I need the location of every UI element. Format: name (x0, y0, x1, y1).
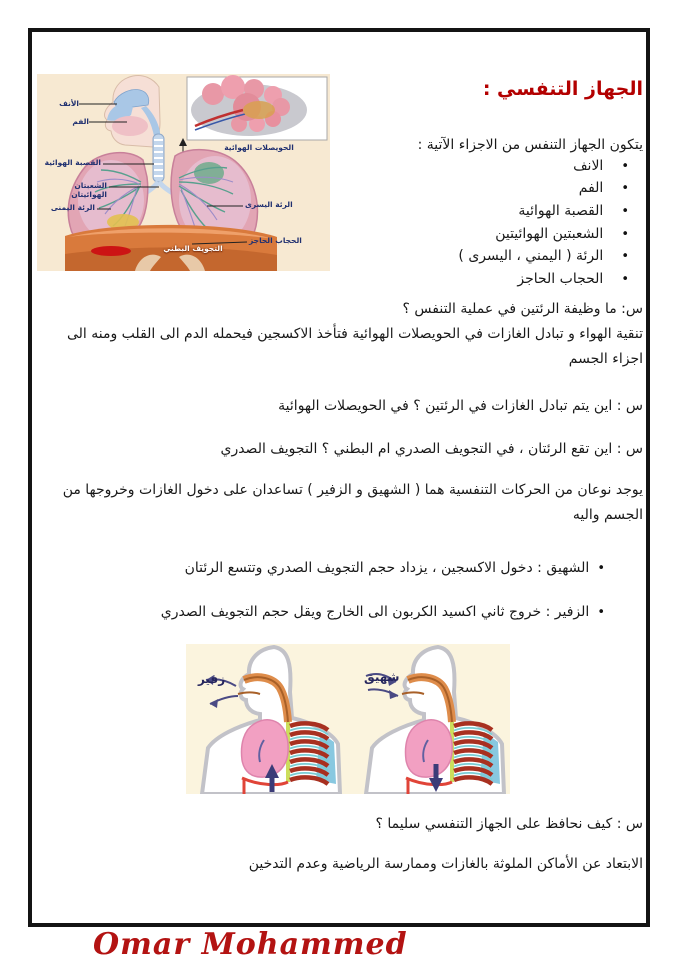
respiratory-anatomy-figure (37, 74, 330, 271)
respiratory-parts-list (458, 155, 629, 291)
question-lungs-location: س : اين تقع الرئتان ، في التجويف الصدري ام البطني ؟ التجويف الصدري (220, 441, 643, 457)
label-nose: الأنف (59, 99, 79, 108)
page-title: الجهاز التنفسي : (482, 78, 643, 100)
list-item-label: القصبة الهوائية (518, 202, 604, 219)
intro-lead: يتكون الجهاز التنفس من الاجزاء الآتية : (417, 137, 643, 153)
answer-keep-healthy: الابتعاد عن الأماكن الملوثة بالغازات وممارسة الرياضية وعدم التدخين (248, 856, 643, 872)
alveoli-inset (187, 75, 327, 140)
exhale-label: زفير (198, 672, 226, 686)
list-item (458, 223, 629, 246)
list-item-label: الفم (578, 180, 604, 197)
label-right-lung: الرئة اليمنى (50, 203, 95, 212)
list-item (458, 155, 629, 178)
list-item-label: الانف (573, 157, 604, 174)
label-trachea: القصبة الهوائية (44, 158, 101, 167)
bullet-icon: • (621, 226, 629, 242)
inhale-label: شهيق (364, 670, 400, 684)
bullet-icon: • (621, 249, 629, 265)
label-diaphragm: الحجاب الحاجز (249, 236, 302, 245)
bullet-icon: • (621, 203, 629, 219)
list-item-label: الحجاب الحاجز (517, 270, 604, 287)
label-mouth: الفم (72, 117, 89, 126)
list-item (458, 245, 629, 268)
breathing-figure (186, 644, 510, 794)
bullet-icon: • (621, 158, 629, 174)
bullet-icon: • (597, 561, 605, 576)
list-item (458, 268, 629, 291)
bullet-icon: • (621, 271, 629, 287)
bullet-icon: • (597, 605, 605, 620)
answer-lungs-function: تنقية الهواء و تبادل الغازات في الحويصلات الهوائية فتأخذ الاكسجين فيحمله الدم الى القلب ومنه الى اجزاء الجسم (66, 326, 643, 367)
organ-blob (91, 246, 131, 256)
paragraph-breathing-movements: يوجد نوعان من الحركات التنفسية هما ( الشهيق و الزفير ) تساعدان على دخول الغازات وخروجها من الجسم واليه (62, 482, 643, 523)
label-abdominal-cavity: التجويف البطني (163, 244, 223, 253)
exhale-bullet-row (161, 600, 605, 625)
inhale-bullet-row (185, 556, 605, 581)
list-item-label: الرئة ( اليمني ، اليسرى ) (458, 248, 604, 265)
inhale-bullet-text: الشهيق : دخول الاكسجين ، يزداد حجم التجويف الصدري وتتسع الرئتان (184, 560, 590, 576)
question-gas-exchange: س : اين يتم تبادل الغازات في الرئتين ؟ في الحويصلات الهوائية (278, 398, 643, 414)
question-keep-healthy: س : كيف نحافظ على الجهاز التنفسي سليما ؟ (375, 816, 643, 832)
list-item-label: الشعبتين الهوائيتين (495, 225, 604, 242)
mouth-cavity (112, 116, 148, 136)
label-alveoli: الحويصلات الهوائية (224, 143, 294, 152)
list-item (458, 178, 629, 201)
bullet-icon: • (621, 181, 629, 197)
label-left-lung: الرئة اليسرى (245, 200, 293, 209)
list-item (458, 200, 629, 223)
label-bronchi: الشعبتان الهوائيتان (71, 181, 107, 199)
question-lungs-function: س: ما وظيفة الرئتين في عملية التنفس ؟ (402, 301, 643, 317)
breathing-illustration (186, 644, 510, 794)
author-signature: Omar Mohammed (93, 927, 408, 962)
exhale-bullet-text: الزفير : خروج ثاني اكسيد الكربون الى الخارج ويقل حجم التجويف الصدري (160, 604, 590, 620)
